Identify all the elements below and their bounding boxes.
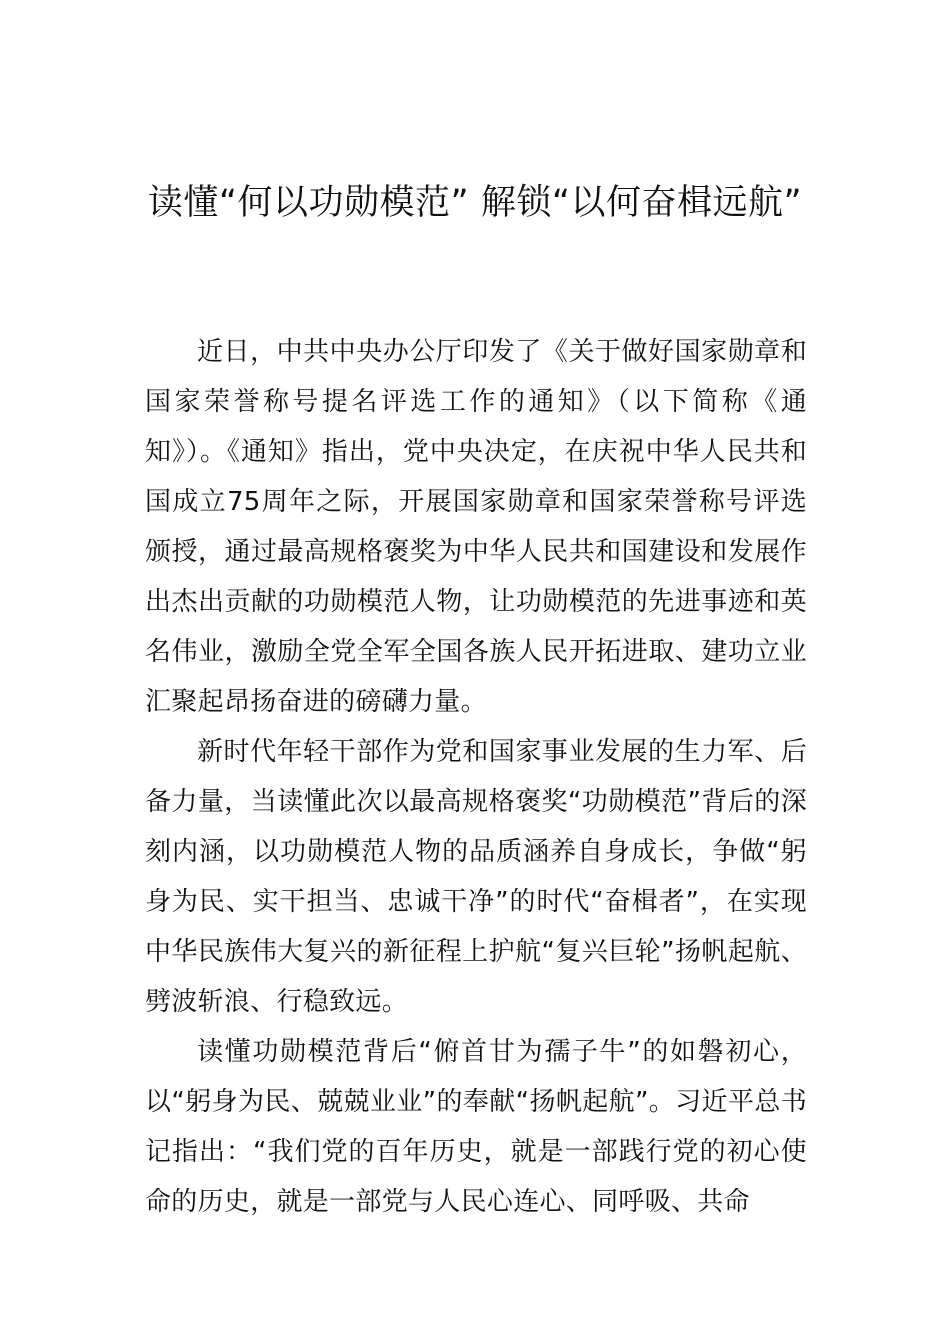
document-body	[145, 327, 807, 1227]
document-title: 读懂“何以功勋模范” 解锁“以何奋楫远航”	[147, 183, 803, 223]
paragraph-1: 近日，中共中央办公厅印发了《关于做好国家勋章和国家荣誉称号提名评选工作的通知》（以下简称《通知》）。《通知》指出，党中央决定，在庆祝中华人民共和国成立75周年之际，开展国家勋章和国家荣誉称号评选颁授，通过最高规格褒奖为中华人民共和国建设和发展作出杰出贡献的功勋模范人物，让功勋模范的先进事迹和英名伟业，激励全党全军全国各族人民开拓进取、建功立业汇聚起昂扬奋进的磅礴力量。	[145, 337, 807, 717]
paragraph-3: 读懂功勋模范背后“俯首甘为孺子牛”的如磐初心，以“躬身为民、兢兢业业”的奉献“扬帆起航”。习近平总书记指出：“我们党的百年历史，就是一部践行党的初心使命的历史，就是一部党与人民心连心、同呼吸、共命	[145, 1037, 807, 1217]
paragraph-2: 新时代年轻干部作为党和国家事业发展的生力军、后备力量，当读懂此次以最高规格褒奖“功勋模范”背后的深刻内涵，以功勋模范人物的品质涵养自身成长，争做“躬身为民、实干担当、忠诚干净”的时代“奋楫者”，在实现中华民族伟大复兴的新征程上护航“复兴巨轮”扬帆起航、劈波斩浪、行稳致远。	[145, 737, 807, 1017]
